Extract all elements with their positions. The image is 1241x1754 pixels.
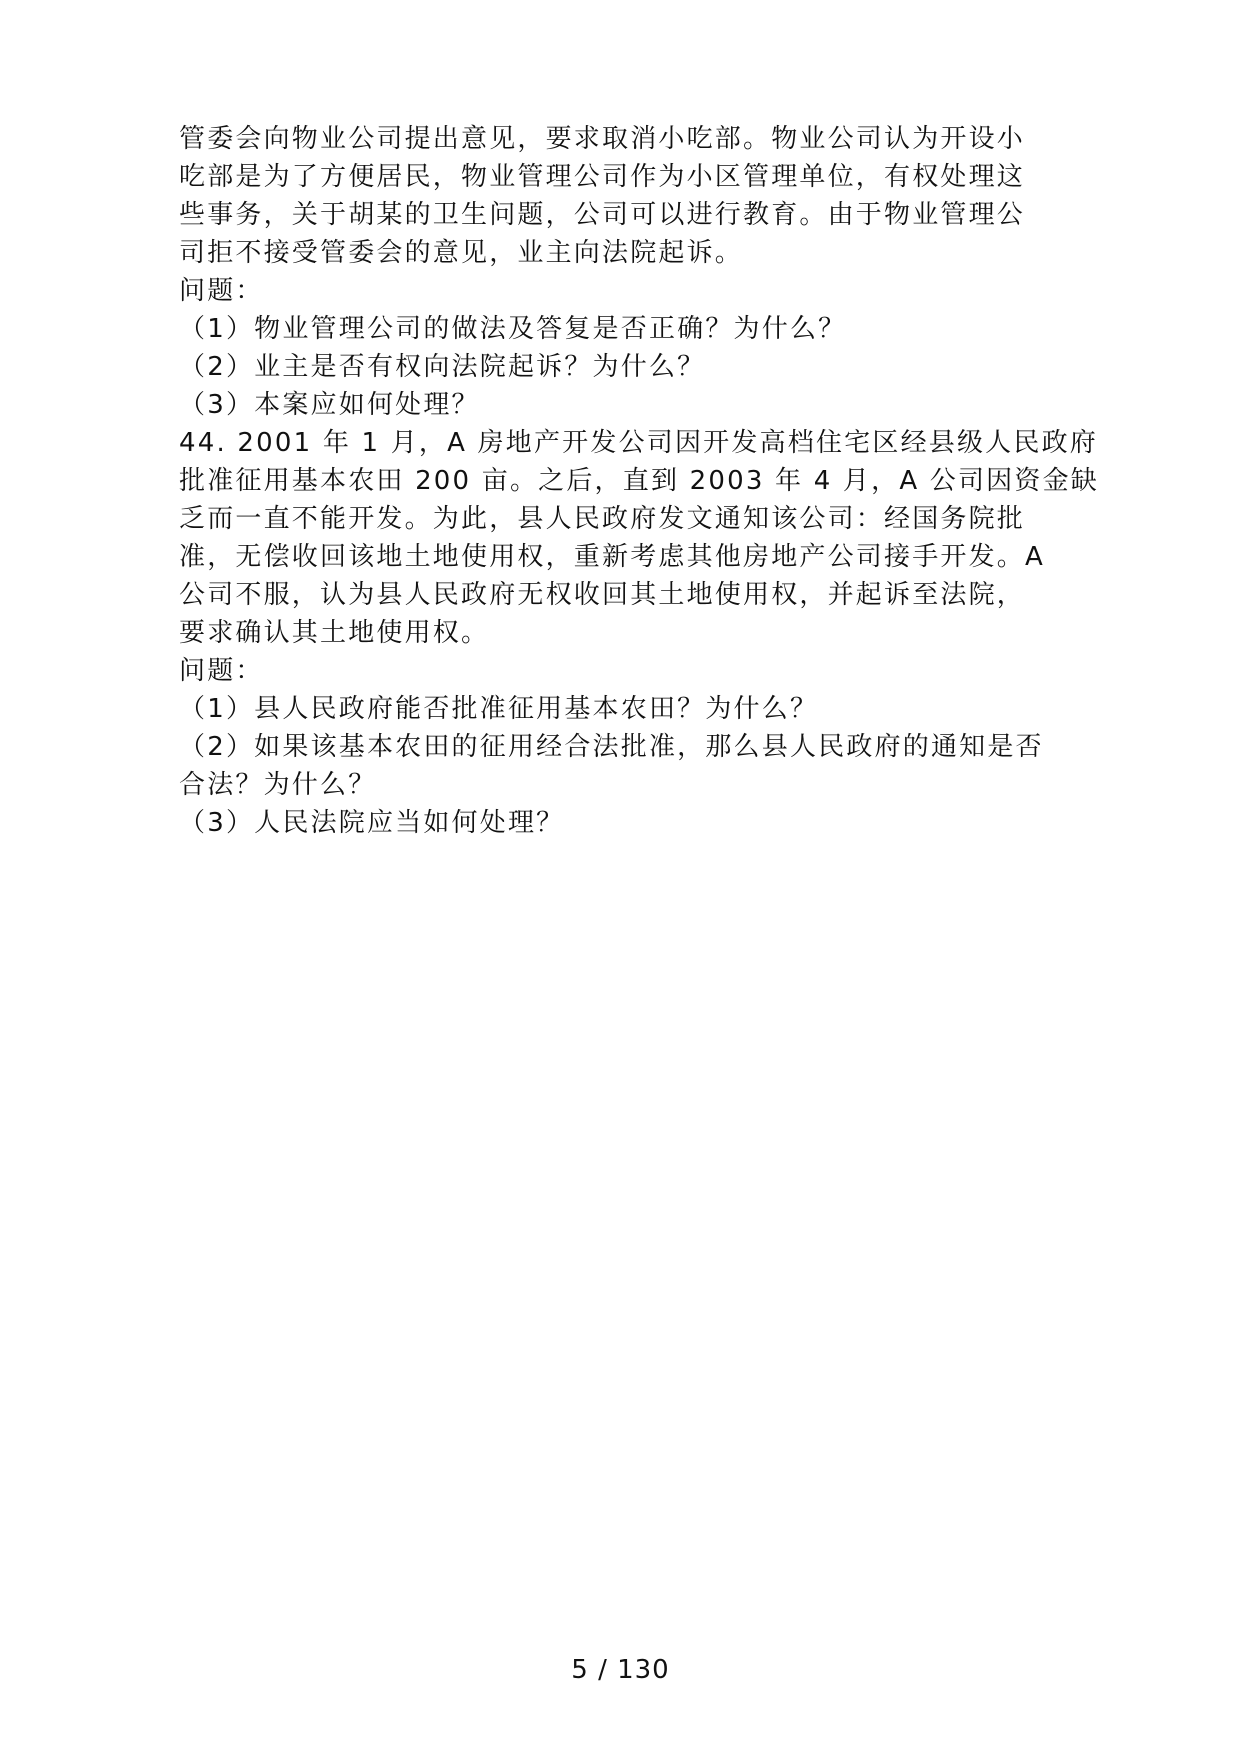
case-44-line: 准，无偿收回该地土地使用权，重新考虑其他房地产公司接手开发。A [179, 542, 1045, 572]
document-body [179, 120, 1099, 842]
text-line: 吃部是为了方便居民，物业管理公司作为小区管理单位，有权处理这 [179, 162, 1026, 192]
text-line: 些事务，关于胡某的卫生问题，公司可以进行教育。由于物业管理公 [179, 200, 1026, 230]
question-item: （1）县人民政府能否批准征用基本农田？为什么？ [179, 694, 819, 724]
question-item: （3）本案应如何处理？ [179, 390, 480, 420]
question-item: （3）人民法院应当如何处理？ [179, 808, 565, 838]
question-item: （2）业主是否有权向法院起诉？为什么？ [179, 352, 706, 382]
text-line: 管委会向物业公司提出意见，要求取消小吃部。物业公司认为开设小 [179, 124, 1026, 154]
question-heading: 问题： [179, 656, 264, 686]
case-44-line: 乏而一直不能开发。为此，县人民政府发文通知该公司：经国务院批 [179, 504, 1026, 534]
question-item: （1）物业管理公司的做法及答复是否正确？为什么？ [179, 314, 847, 344]
question-item: （2）如果该基本农田的征用经合法批准，那么县人民政府的通知是否 [179, 732, 1044, 762]
case-44-line: 批准征用基本农田 200 亩。之后，直到 2003 年 4 月，A 公司因资金缺 [179, 466, 1099, 496]
case-44-line: 要求确认其土地使用权。 [179, 618, 490, 648]
case-44-line: 44. 2001 年 1 月，A 房地产开发公司因开发高档住宅区经县级人民政府 [179, 428, 1098, 458]
question-item-continuation: 合法？为什么？ [179, 770, 377, 800]
page-number: 5 / 130 [571, 1655, 670, 1685]
case-44-line: 公司不服，认为县人民政府无权收回其土地使用权，并起诉至法院， [179, 580, 1026, 610]
question-heading: 问题： [179, 276, 264, 306]
text-line: 司拒不接受管委会的意见，业主向法院起诉。 [179, 238, 744, 268]
